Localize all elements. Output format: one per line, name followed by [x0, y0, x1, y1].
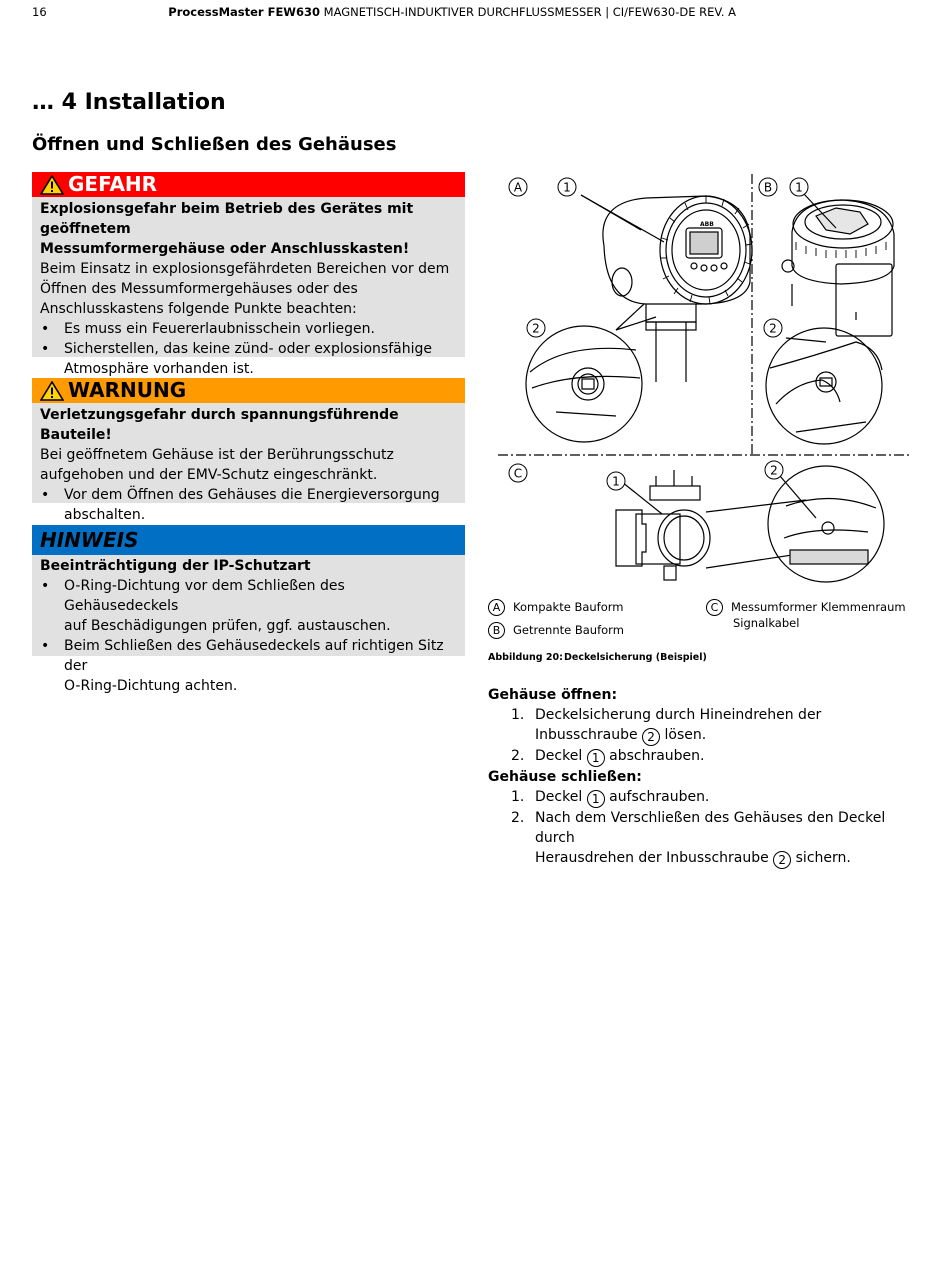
legend-text-b: Getrennte Bauform	[513, 623, 624, 637]
danger-label: GEFAHR	[68, 172, 158, 196]
list-item: 1. Deckelsicherung durch Hineindrehen der Inbusschraube 2 lösen.	[511, 707, 822, 744]
open-steps-list	[488, 705, 918, 767]
header-separator: |	[605, 5, 610, 19]
close-steps-list	[488, 787, 918, 869]
page-header	[32, 4, 918, 20]
legend-item-b	[488, 621, 624, 639]
panel-label-b	[759, 178, 777, 196]
note-bar	[32, 525, 465, 555]
legend-key-c: C	[706, 599, 723, 616]
list-item: • Sicherstellen, das keine zünd- oder explosionsfähige Atmosphäre vorhanden ist.	[40, 339, 457, 379]
note-notice	[32, 525, 465, 694]
document-title	[168, 4, 736, 20]
figure-legend	[488, 598, 918, 642]
legend-text-c: Messumformer Klemmenraum	[731, 600, 906, 614]
panel-label-a	[509, 178, 527, 196]
panel-b-drawing	[766, 194, 894, 444]
danger-text-line3: Anschlusskastens folgende Punkte beachten:	[40, 301, 357, 317]
svg-text:B: B	[763, 180, 773, 195]
svg-text:2: 2	[769, 321, 777, 336]
panel-label-c	[509, 464, 527, 482]
callout-2	[764, 319, 782, 337]
list-item: 2. Deckel 1 abschrauben.	[511, 748, 705, 765]
panel-c-drawing	[616, 463, 884, 582]
figure-caption	[488, 651, 707, 665]
note-heading: Beeinträchtigung der IP-Schutzart	[40, 558, 311, 574]
callout-1	[790, 178, 808, 196]
svg-text:2: 2	[532, 321, 540, 336]
callout-1	[558, 178, 576, 196]
warning-notice	[32, 378, 465, 523]
list-item: 1. Deckel 1 aufschrauben.	[511, 789, 710, 806]
callout-2	[765, 461, 783, 479]
warning-triangle-icon	[40, 175, 64, 195]
svg-text:2: 2	[770, 463, 778, 478]
callout-ref-1: 1	[587, 749, 605, 767]
warning-triangle-icon	[40, 381, 64, 401]
callout-2	[527, 319, 545, 337]
product-name: ProcessMaster FEW630	[168, 5, 320, 19]
svg-text:C: C	[513, 466, 523, 481]
panel-a-drawing	[526, 195, 752, 442]
danger-text-line2: Öffnen des Messumformergehäuses oder des	[40, 281, 358, 297]
open-heading: Gehäuse öffnen:	[488, 687, 618, 703]
note-list	[40, 576, 457, 696]
danger-text-line1: Beim Einsatz in explosionsgefährdeten Bereichen vor dem	[40, 261, 450, 277]
list-item: 2. Nach dem Verschließen des Gehäuses den Deckel durch Herausdrehen der Inbusschraube 2 sichern.	[511, 810, 886, 867]
danger-bar	[32, 172, 465, 197]
svg-text:1: 1	[563, 180, 571, 195]
callout-ref-2: 2	[642, 728, 660, 746]
list-item: • Vor dem Öffnen des Gehäuses die Energieversorgung abschalten.	[40, 485, 457, 525]
doc-id: CI/FEW630-DE REV. A	[612, 5, 736, 19]
note-label: HINWEIS	[40, 528, 139, 552]
caption-label: Abbildung 20:	[488, 652, 563, 663]
danger-body	[32, 197, 465, 379]
warning-list	[40, 485, 457, 525]
caption-text: Deckelsicherung (Beispiel)	[564, 652, 707, 663]
legend-text-a: Kompakte Bauform	[513, 600, 624, 614]
doc-subtitle: MAGNETISCH-INDUKTIVER DURCHFLUSSMESSER	[323, 5, 602, 19]
warning-label: WARNUNG	[68, 378, 187, 402]
section-title: … 4 Installation	[32, 90, 226, 115]
list-item: • Es muss ein Feuererlaubnisschein vorliegen.	[40, 319, 457, 339]
abb-logo-text: ABB	[700, 221, 714, 228]
warning-text-line2: aufgehoben und der EMV-Schutz eingeschränkt.	[40, 467, 378, 483]
legend-subtext-c: Signalkabel	[733, 616, 800, 630]
callout-ref-2: 2	[773, 851, 791, 869]
legend-item-a	[488, 598, 624, 616]
procedure-steps	[488, 685, 918, 869]
svg-text:A: A	[513, 180, 523, 195]
sub-title: Öffnen und Schließen des Gehäuses	[32, 134, 397, 155]
warning-text-line1: Bei geöffnetem Gehäuse ist der Berührungsschutz	[40, 447, 394, 463]
warning-heading: Verletzungsgefahr durch spannungsführende Bauteile!	[40, 407, 399, 443]
danger-heading-line1: Explosionsgefahr beim Betrieb des Gerätes mit geöffnetem	[40, 201, 414, 237]
callout-1	[607, 472, 625, 490]
list-item: • Beim Schließen des Gehäusedeckels auf richtigen Sitz der O-Ring-Dichtung achten.	[40, 636, 457, 696]
legend-key-a: A	[488, 599, 505, 616]
note-body	[32, 555, 465, 696]
page-number: 16	[32, 5, 47, 19]
danger-list	[40, 319, 457, 379]
list-item: • O-Ring-Dichtung vor dem Schließen des Gehäusedeckels auf Beschädigungen prüfen, ggf. austauschen.	[40, 576, 457, 636]
callout-ref-1: 1	[587, 790, 605, 808]
danger-heading-line2: Messumformergehäuse oder Anschlusskasten!	[40, 241, 410, 257]
cover-lock-figure	[496, 172, 916, 592]
legend-key-b: B	[488, 622, 505, 639]
svg-text:1: 1	[795, 180, 803, 195]
svg-text:1: 1	[612, 474, 620, 489]
danger-notice	[32, 172, 465, 377]
close-heading: Gehäuse schließen:	[488, 769, 642, 785]
warning-bar	[32, 378, 465, 403]
warning-body	[32, 403, 465, 525]
